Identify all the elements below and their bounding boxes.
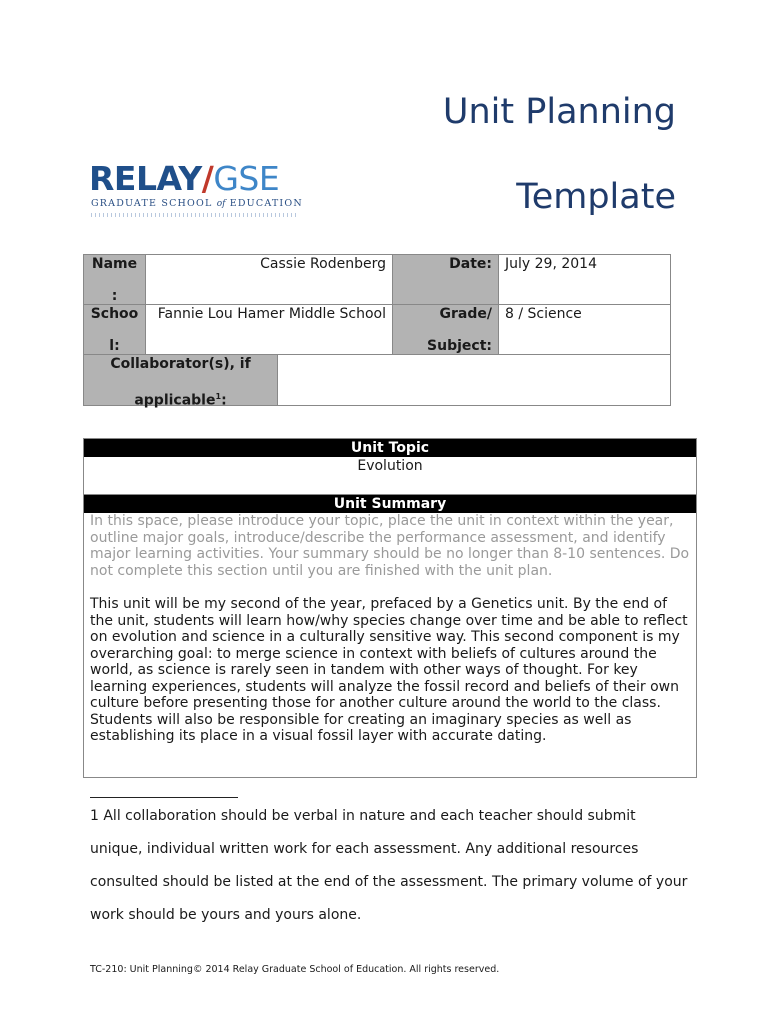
info-table (83, 254, 671, 409)
collab-label-colon: : (221, 392, 227, 409)
collab-label-line1: Collaborator(s), if (110, 356, 251, 372)
divider (498, 255, 499, 355)
school-field[interactable]: Fannie Lou Hamer Middle School (157, 306, 386, 322)
divider (277, 355, 278, 405)
date-label: Date: (392, 255, 498, 305)
name-label-line1: Name (91, 256, 138, 272)
logo-subtitle-pre: GRADUATE SCHOOL (91, 198, 217, 209)
logo-subtitle-post: EDUCATION (225, 198, 303, 209)
divider (84, 354, 670, 355)
logo-subtitle (91, 198, 303, 209)
divider (392, 255, 393, 355)
unit-topic-field[interactable]: Evolution (357, 458, 423, 474)
footnote-text: 1 All collaboration should be verbal in nature and each teacher should submit unique, individual written work for each assessment. Any additional resources consulted should be listed at the end of the assessment. The primary volume of your work should be yours and yours alone. (90, 808, 688, 923)
grade-subject-label (392, 305, 498, 355)
collab-label-text: applicable (134, 392, 216, 409)
date-field[interactable]: July 29, 2014 (505, 256, 597, 272)
school-label (84, 305, 145, 355)
relay-gse-logo (89, 160, 301, 222)
unit-summary-instructions: In this space, please introduce your topic, place the unit in context within the year, outline major goals, introduce/describe the performance assessment, and identify major learning activities. Your summary should be no longer than 8-10 sentences. Do not complete this section until you are finished with the unit plan. (90, 513, 690, 579)
divider (84, 304, 670, 305)
logo-gse-text: GSE (213, 159, 280, 198)
copyright-footer: TC-210: Unit Planning© 2014 Relay Graduate School of Education. All rights reserved. (90, 964, 500, 975)
page-title-line1: Unit Planning (442, 92, 676, 132)
grade-label-line1: Grade/ (439, 306, 492, 322)
logo-dotted-rule (91, 213, 299, 217)
divider (145, 255, 146, 355)
logo-subtitle-of: of (216, 199, 226, 209)
name-field[interactable]: Cassie Rodenberg (260, 256, 386, 272)
school-label-line1: Schoo (90, 306, 139, 322)
grade-label-line2: Subject: (427, 338, 492, 354)
page-title-line2: Template (516, 177, 676, 217)
logo-relay-text: RELAY (89, 159, 202, 198)
collab-label-line2 (84, 388, 277, 410)
logo-slash: / (201, 159, 214, 198)
collaborator-label (84, 355, 277, 409)
logo-wordmark (89, 160, 279, 198)
name-label-line2: : (111, 288, 118, 304)
school-label-line2: l: (109, 338, 120, 354)
name-label (84, 255, 145, 305)
unit-topic-header: Unit Topic (84, 439, 696, 457)
grade-subject-field[interactable]: 8 / Science (505, 306, 582, 322)
footnote-rule (90, 797, 238, 798)
unit-summary-header: Unit Summary (84, 495, 696, 513)
collaborator-field[interactable] (277, 355, 670, 405)
unit-summary-field[interactable]: This unit will be my second of the year, prefaced by a Genetics unit. By the end of the unit, students will learn how/why species change over time and be able to reflect on evolution and science in a culturally sensitive way. This second component is my overarching goal: to merge science in context with beliefs of cultures around the world, as science is rarely seen in tandem with other ways of thought. For key learning experiences, students will analyze the fossil record and beliefs of their own culture before presenting those for another culture around the world to the class. Students will also be responsible for creating an imaginary species as well as establishing its place in a visual fossil layer with accurate dating. (90, 596, 688, 744)
unit-section (83, 438, 697, 778)
footnote-ref[interactable]: 1 (215, 392, 222, 401)
